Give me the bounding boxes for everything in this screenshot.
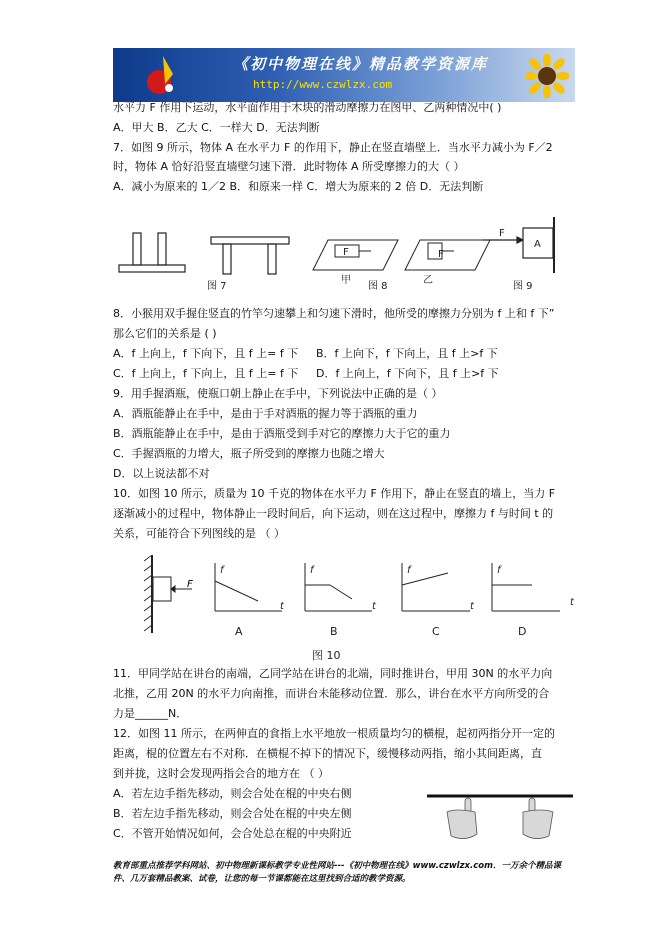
text-line: 9．用手握酒瓶，使瓶口朝上静止在手中，下列说法中正确的是（ ） [113, 387, 443, 400]
figure-9 [483, 217, 554, 273]
text-line: B．若左边手指先移动，则会合处在棍的中央左侧 [113, 807, 352, 820]
option-line: D．f 上向上，f 下向下，且 f 上>f 下 [316, 367, 499, 380]
text-line: 7．如图 9 所示，物体 A 在水平力 F 的作用下，静止在竖直墙壁上．当水平力减小为 F／2 [113, 141, 553, 154]
text-line: 逐渐减小的过程中，物体静止一段时间后，向下运动，则在这过程中，摩擦力 f 与时间 t 的 [113, 507, 554, 520]
fig8-caption: 图 8 [368, 281, 388, 292]
figures-7-8-9 [113, 215, 573, 295]
text-line: 8．小猴用双手握住竖直的竹竿匀速攀上和匀速下滑时，他所受的摩擦力分别为 f 上和 f 下” [113, 307, 555, 320]
text-line: A．甲大 B．乙大 C．一样大 D．无法判断 [113, 121, 320, 134]
text-line: 时，物体 A 恰好沿竖直墙壁匀速下滑．此时物体 A 所受摩擦力的大（ ） [113, 160, 465, 173]
fig9-caption: 图 9 [513, 281, 533, 292]
graph-c-y-label: f [407, 565, 411, 576]
graph-c-option: C [432, 625, 440, 638]
fig8-f-label: F [343, 247, 349, 258]
right-hand-icon [523, 798, 553, 839]
text-line: 关系，可能符合下列图线的是 （ ） [113, 527, 285, 540]
figure-8 [313, 240, 490, 270]
banner-url[interactable]: http://www.czwlzx.com [253, 78, 393, 91]
graph-d-option: D [518, 625, 527, 638]
text-line: 12．如图 11 所示，在两伸直的食指上水平地放一根质量均匀的横棍，起初两指分开一定的 [113, 727, 555, 740]
figure-7b [211, 237, 289, 274]
fig8-jia-label: 甲 [341, 275, 351, 286]
graph-b-y-label: f [310, 565, 314, 576]
fig8-yi-label: 乙 [423, 275, 433, 286]
fig7-caption: 图 7 [207, 281, 227, 292]
option-line: C．f 上向上，f 下向上，且 f 上= f 下 [113, 367, 299, 380]
text-line: 水平力 F 作用下运动，水平面作用于木块的滑动摩擦力在图甲、乙两种情况中( ) [113, 101, 502, 114]
left-hand-icon [447, 798, 477, 839]
text-line: C．手握酒瓶的力增大，瓶子所受到的摩擦力也随之增大 [113, 447, 385, 460]
graph-a-option: A [235, 625, 243, 638]
text-line: A．减小为原来的 1／2 B．和原来一样 C．增大为原来的 2 倍 D．无法判断 [113, 180, 484, 193]
figure-7 [119, 233, 185, 272]
text-line: A．若左边手指先移动，则会合处在棍的中央右侧 [113, 787, 352, 800]
fig9-a-label: A [534, 239, 541, 250]
text-line: A．酒瓶能静止在手中，是由于手对酒瓶的握力等于酒瓶的重力 [113, 407, 418, 420]
graph-d-y-label: f [497, 565, 501, 576]
page-footer: 教育部重点推荐学科网站、初中物理新课标教学专业性网站---《初中物理在线》www.czwlzx.com．一万余个精品课件、几万套精品教案、试卷，让您的每一节课都能在这里找到合适的教学资源。 [113, 861, 561, 884]
option-line: A．f 上向上，f 下向下，且 f 上= f 下 [113, 347, 299, 360]
fig10-caption: 图 10 [312, 649, 341, 662]
text-line: 到并拢，这时会发现两指会合的地方在 （ ） [113, 767, 329, 780]
figure-10 [140, 555, 580, 665]
fig10-f-label: F [187, 579, 193, 590]
fig9-f-label: F [499, 228, 505, 239]
site-logo-icon [143, 54, 179, 96]
text-line: B．酒瓶能静止在手中，是由于酒瓶受到手对它的摩擦力大于它的重力 [113, 427, 451, 440]
text-line: 力是______N． [113, 707, 188, 720]
text-line: 那么它们的关系是 ( ) [113, 327, 217, 340]
text-line: 北推，乙用 20N 的水平力向南推，而讲台未能移动位置．那么，讲台在水平方向所受的合 [113, 687, 550, 700]
graph-d-x-label: t [570, 597, 574, 608]
fig8-f-label2: F [438, 249, 444, 260]
graph-a-y-label: f [220, 565, 224, 576]
graph-b-x-label: t [372, 601, 376, 612]
text-line: 距离，棍的位置左右不对称．在横棍不掉下的情况下，缓慢移动两指，缩小其间距离，直 [113, 747, 542, 760]
option-line: B．f 上向下，f 下向上，且 f 上>f 下 [316, 347, 498, 360]
text-line: 11．甲同学站在讲台的南端，乙同学站在讲台的北端，同时推讲台，甲用 30N 的水平力向 [113, 667, 553, 680]
graph-b-option: B [330, 625, 338, 638]
graph-a-x-label: t [280, 601, 284, 612]
text-line: 10．如图 10 所示，质量为 10 千克的物体在水平力 F 作用下，静止在竖直的墙上，当力 F [113, 487, 556, 500]
header-banner [113, 48, 575, 102]
text-line: D．以上说法都不对 [113, 467, 210, 480]
sunflower-icon [525, 54, 569, 98]
graph-c-x-label: t [470, 601, 474, 612]
figure-11 [425, 782, 575, 847]
banner-title: 《初中物理在线》精品教学资源库 [233, 55, 489, 73]
text-line: C．不管开始情况如何，会合处总在棍的中央附近 [113, 827, 352, 840]
